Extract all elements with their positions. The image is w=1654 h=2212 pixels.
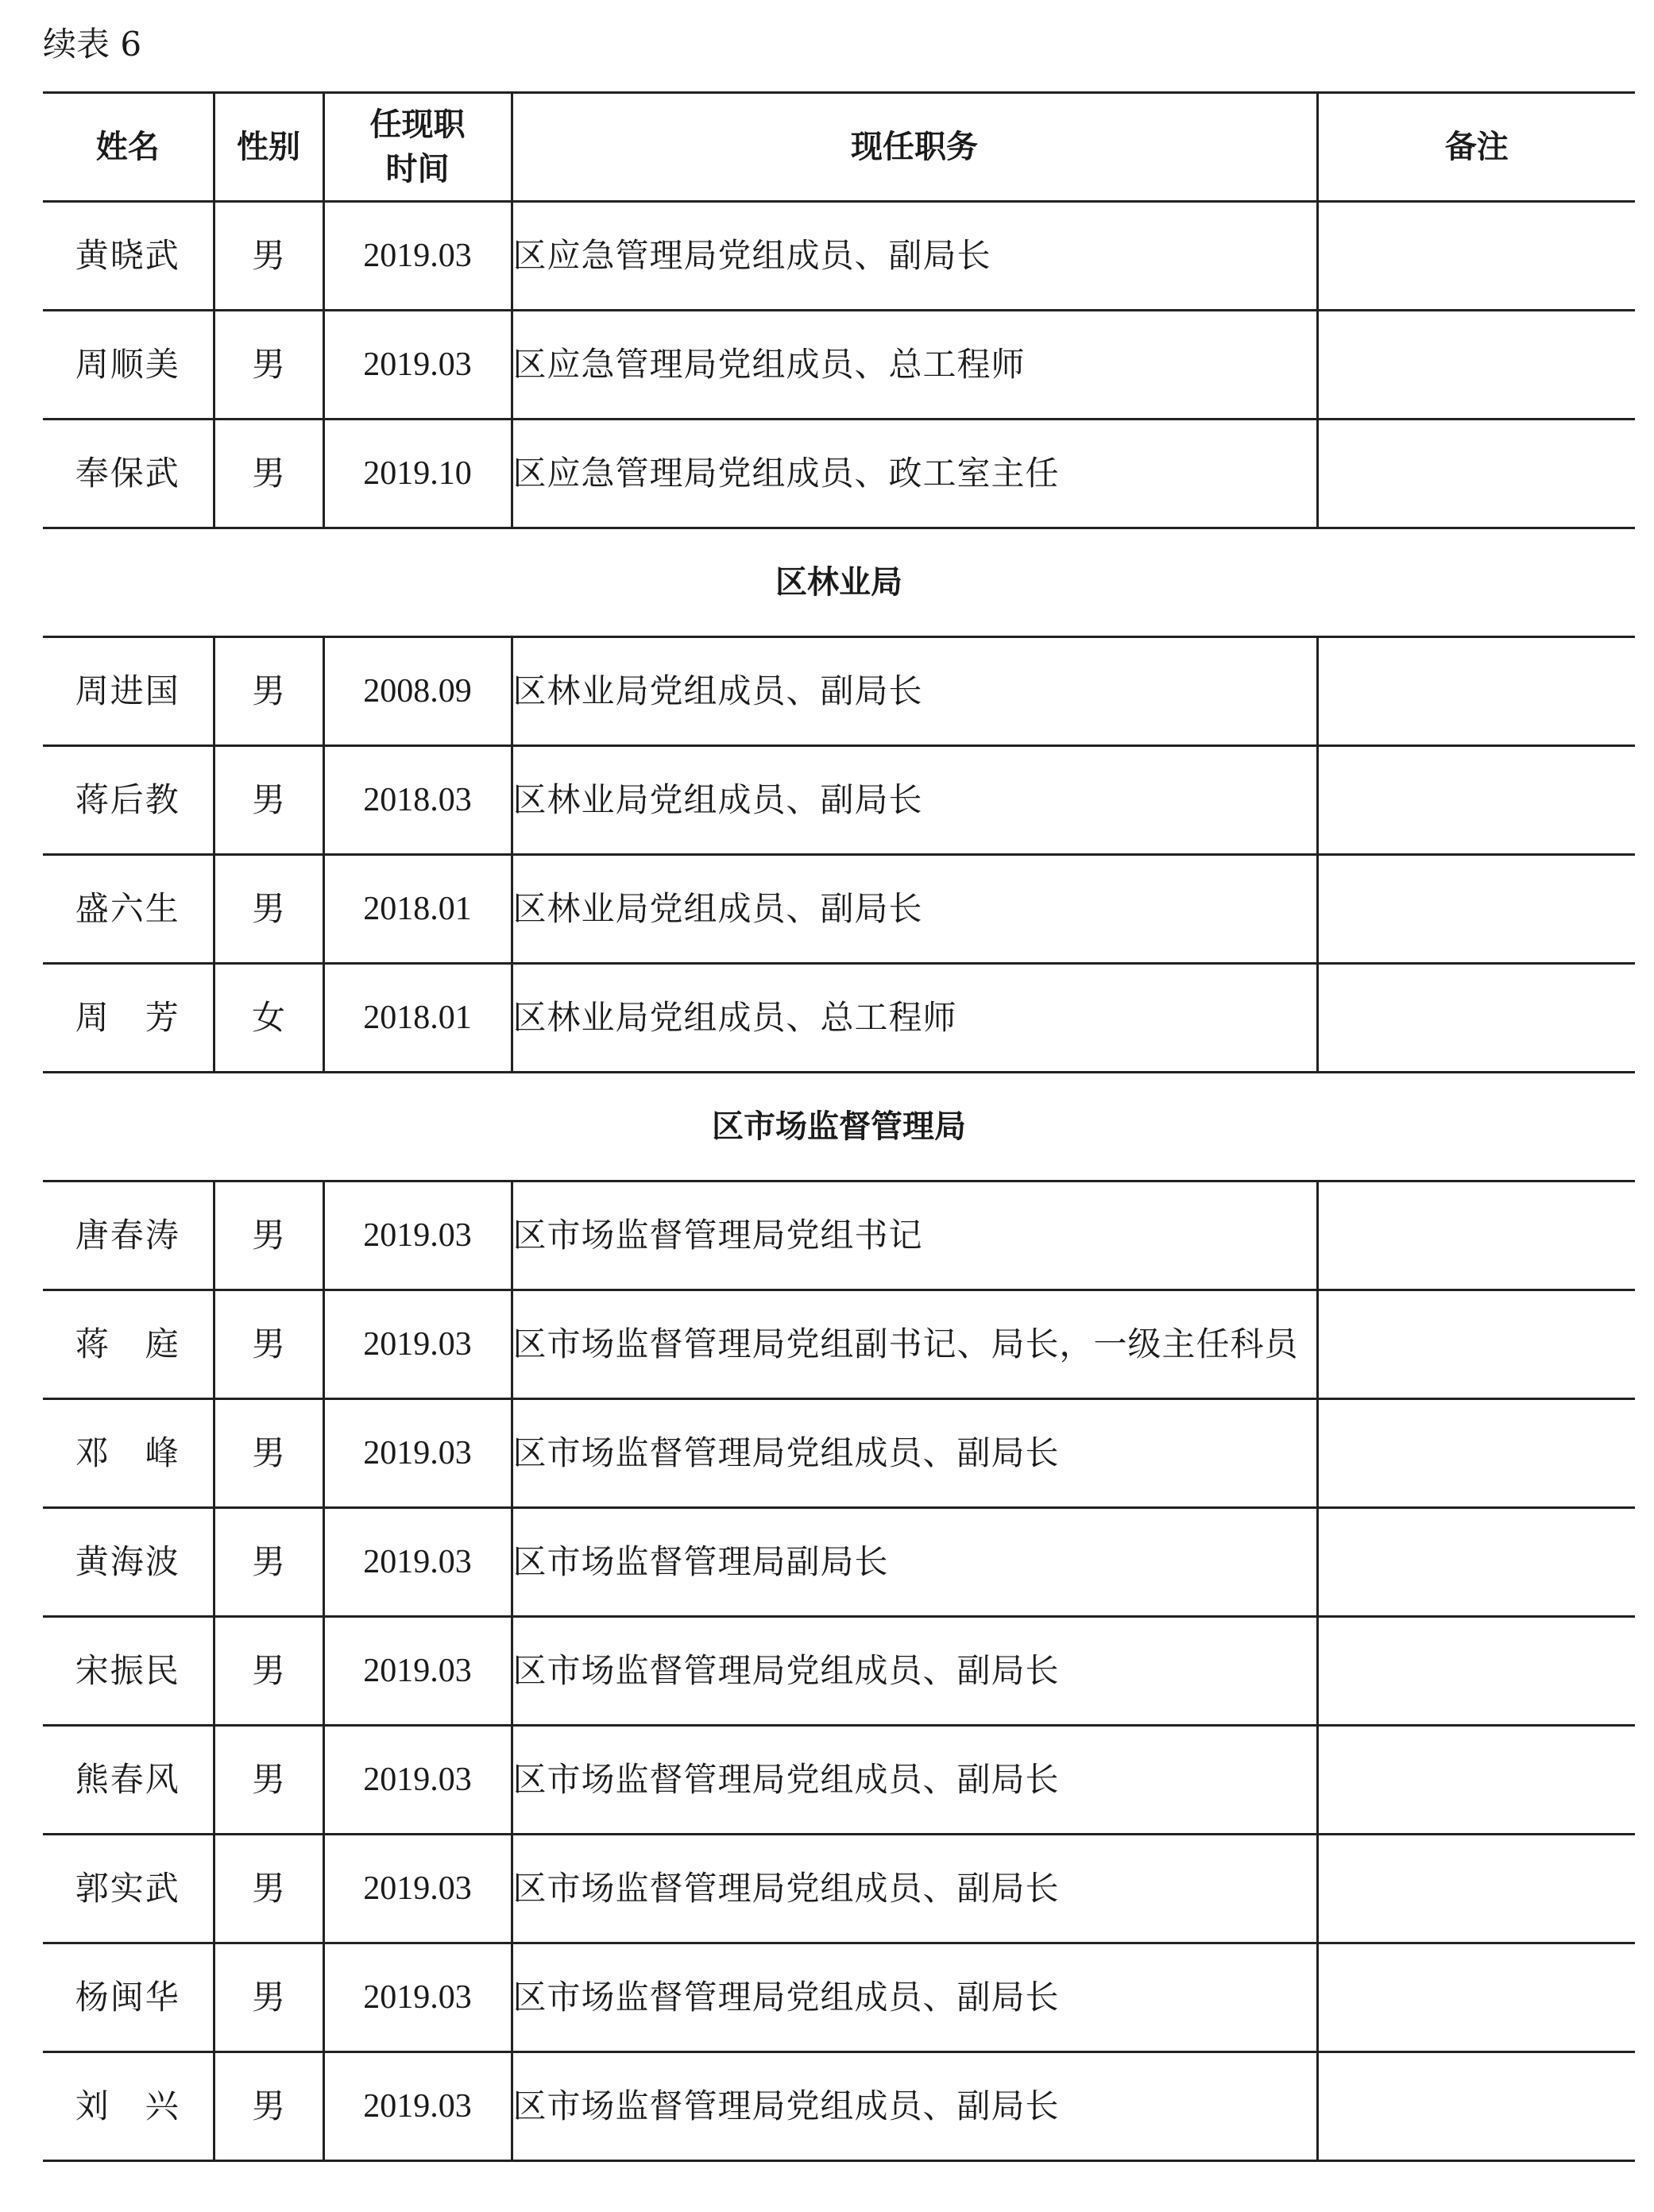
date-cell: 2019.10 (323, 420, 512, 528)
sex-cell: 男 (214, 1508, 323, 1617)
name-cell: 熊春风 (43, 1726, 214, 1835)
note-cell (1317, 1943, 1635, 2052)
note-cell (1317, 855, 1635, 964)
sex-cell: 男 (214, 420, 323, 528)
header-sex: 性别 (214, 93, 323, 202)
note-cell (1317, 1399, 1635, 1508)
post-cell: 区林业局党组成员、副局长 (512, 855, 1317, 964)
date-cell: 2018.03 (323, 746, 512, 855)
sex-cell: 男 (214, 1399, 323, 1508)
note-cell (1317, 746, 1635, 855)
section-title: 区市场监督管理局 (43, 1073, 1635, 1181)
name-cell: 周顺美 (43, 311, 214, 420)
name-cell: 唐春涛 (43, 1181, 214, 1290)
name-cell: 郭实武 (43, 1835, 214, 1943)
date-cell: 2019.03 (323, 311, 512, 420)
table-header-row (43, 93, 1635, 202)
sex-cell: 男 (214, 311, 323, 420)
table-row (43, 1399, 1635, 1508)
personnel-table (43, 91, 1635, 2162)
header-note: 备注 (1317, 93, 1635, 202)
sex-cell: 男 (214, 2052, 323, 2161)
table-row (43, 855, 1635, 964)
table-row (43, 637, 1635, 746)
note-cell (1317, 202, 1635, 311)
date-cell: 2019.03 (323, 1726, 512, 1835)
note-cell (1317, 1726, 1635, 1835)
sex-cell: 男 (214, 746, 323, 855)
name-cell: 周 芳 (43, 964, 214, 1073)
name-cell: 周进国 (43, 637, 214, 746)
date-cell: 2019.03 (323, 202, 512, 311)
date-cell: 2019.03 (323, 1835, 512, 1943)
date-cell: 2019.03 (323, 1181, 512, 1290)
note-cell (1317, 637, 1635, 746)
sex-cell: 男 (214, 1726, 323, 1835)
post-cell: 区市场监督管理局党组副书记、局长，一级主任科员 (512, 1290, 1317, 1399)
post-cell: 区市场监督管理局党组成员、副局长 (512, 1943, 1317, 2052)
name-cell: 宋振民 (43, 1617, 214, 1726)
name-cell: 盛六生 (43, 855, 214, 964)
sex-cell: 男 (214, 1290, 323, 1399)
date-cell: 2019.03 (323, 2052, 512, 2161)
header-date (323, 93, 512, 202)
date-cell: 2019.03 (323, 1943, 512, 2052)
post-cell: 区市场监督管理局党组成员、副局长 (512, 2052, 1317, 2161)
sex-cell: 男 (214, 1617, 323, 1726)
post-cell: 区林业局党组成员、副局长 (512, 637, 1317, 746)
note-cell (1317, 964, 1635, 1073)
table-row (43, 2052, 1635, 2161)
date-cell: 2019.03 (323, 1617, 512, 1726)
sex-cell: 男 (214, 1835, 323, 1943)
header-post: 现任职务 (512, 93, 1317, 202)
post-cell: 区市场监督管理局党组书记 (512, 1181, 1317, 1290)
name-cell: 刘 兴 (43, 2052, 214, 2161)
date-cell: 2018.01 (323, 964, 512, 1073)
sex-cell: 男 (214, 855, 323, 964)
date-cell: 2018.01 (323, 855, 512, 964)
table-row (43, 1617, 1635, 1726)
name-cell: 蒋后教 (43, 746, 214, 855)
section-header-row (43, 1073, 1635, 1181)
post-cell: 区市场监督管理局党组成员、副局长 (512, 1617, 1317, 1726)
header-date-line1: 任现职 (369, 106, 466, 143)
table-row (43, 746, 1635, 855)
note-cell (1317, 420, 1635, 528)
sex-cell: 男 (214, 637, 323, 746)
section-title: 区林业局 (43, 528, 1635, 637)
post-cell: 区市场监督管理局党组成员、副局长 (512, 1399, 1317, 1508)
section-header-row (43, 528, 1635, 637)
table-row (43, 311, 1635, 420)
note-cell (1317, 311, 1635, 420)
sex-cell: 男 (214, 202, 323, 311)
header-date-line2: 时间 (385, 151, 450, 188)
note-cell (1317, 2052, 1635, 2161)
sex-cell: 女 (214, 964, 323, 1073)
table-body (43, 202, 1635, 2161)
date-cell: 2019.03 (323, 1399, 512, 1508)
header-name: 姓名 (43, 93, 214, 202)
post-cell: 区林业局党组成员、总工程师 (512, 964, 1317, 1073)
name-cell: 黄晓武 (43, 202, 214, 311)
note-cell (1317, 1835, 1635, 1943)
post-cell: 区应急管理局党组成员、政工室主任 (512, 420, 1317, 528)
note-cell (1317, 1617, 1635, 1726)
table-row (43, 1290, 1635, 1399)
post-cell: 区林业局党组成员、副局长 (512, 746, 1317, 855)
date-cell: 2008.09 (323, 637, 512, 746)
name-cell: 邓 峰 (43, 1399, 214, 1508)
date-cell: 2019.03 (323, 1508, 512, 1617)
table-row (43, 1508, 1635, 1617)
table-row (43, 1181, 1635, 1290)
post-cell: 区应急管理局党组成员、总工程师 (512, 311, 1317, 420)
note-cell (1317, 1181, 1635, 1290)
sex-cell: 男 (214, 1943, 323, 2052)
sex-cell: 男 (214, 1181, 323, 1290)
name-cell: 蒋 庭 (43, 1290, 214, 1399)
post-cell: 区市场监督管理局党组成员、副局长 (512, 1726, 1317, 1835)
table-row (43, 1943, 1635, 2052)
table-row (43, 202, 1635, 311)
note-cell (1317, 1508, 1635, 1617)
table-row (43, 420, 1635, 528)
note-cell (1317, 1290, 1635, 1399)
name-cell: 杨闽华 (43, 1943, 214, 2052)
name-cell: 黄海波 (43, 1508, 214, 1617)
post-cell: 区应急管理局党组成员、副局长 (512, 202, 1317, 311)
table-row (43, 1835, 1635, 1943)
table-row (43, 964, 1635, 1073)
post-cell: 区市场监督管理局副局长 (512, 1508, 1317, 1617)
table-row (43, 1726, 1635, 1835)
name-cell: 奉保武 (43, 420, 214, 528)
table-caption: 续表 6 (43, 25, 142, 64)
date-cell: 2019.03 (323, 1290, 512, 1399)
post-cell: 区市场监督管理局党组成员、副局长 (512, 1835, 1317, 1943)
